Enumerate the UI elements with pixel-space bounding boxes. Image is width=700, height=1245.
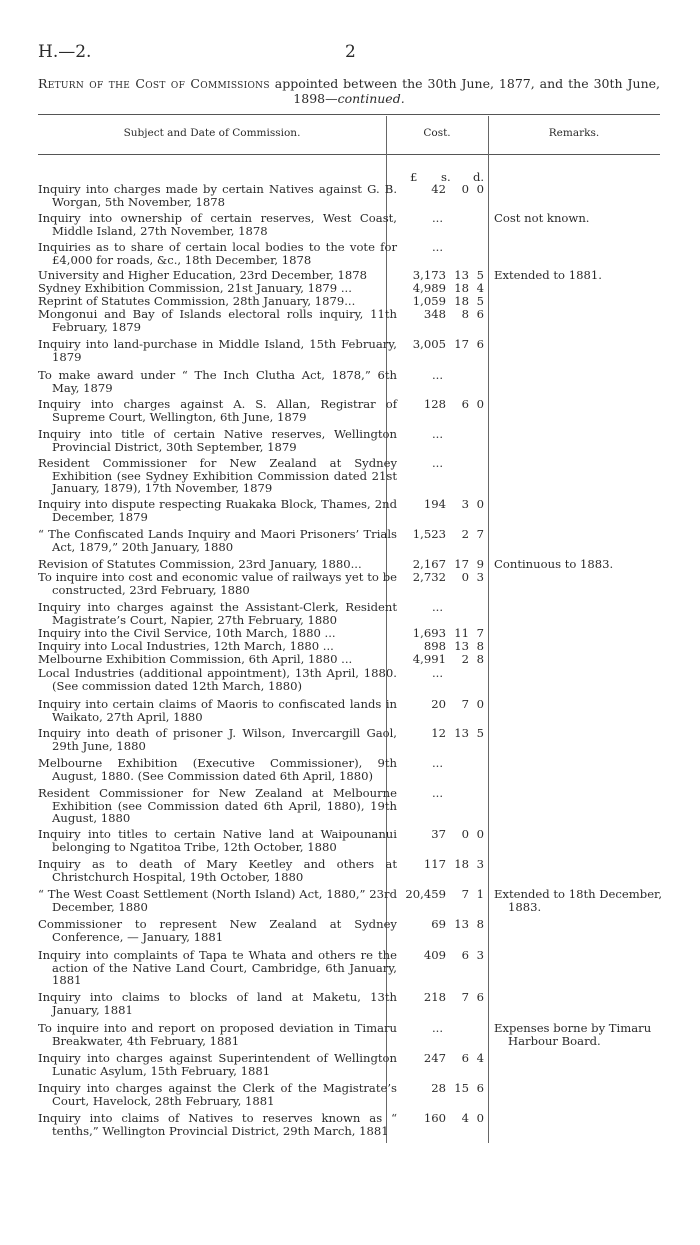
cost-pounds: 1,523 (412, 527, 446, 541)
cost-unknown: ... (432, 211, 444, 225)
cost-shillings: 7 (461, 990, 469, 1004)
commission-cost (396, 653, 488, 666)
cost-pounds: 348 (423, 307, 446, 321)
cost-pence: 0 (476, 497, 484, 511)
cost-pence: 7 (476, 626, 484, 640)
cost-pence: 1 (476, 887, 484, 901)
commission-subject: Inquiry into charges made by certain Natives against G. B. Worgan, 5th November, 1878 (38, 182, 397, 209)
commission-subject: Inquiry as to death of Mary Keetley and others at Christchurch Hospital, 19th October, 1880 (38, 857, 397, 884)
cost-pence: 5 (476, 294, 484, 308)
cost-shillings: 18 (454, 281, 469, 295)
cost-pence: 7 (476, 527, 484, 541)
commission-cost (396, 369, 488, 382)
cost-pounds: 20 (431, 697, 446, 711)
cost-pence: 3 (476, 948, 484, 962)
cost-pounds: 218 (423, 990, 446, 1004)
cost-pounds: 12 (431, 726, 446, 740)
commission-subject: Mongonui and Bay of Islands electoral rolls inquiry, 11th February, 1879 (38, 307, 397, 334)
commission-cost (396, 498, 488, 511)
cost-pence: 0 (476, 397, 484, 411)
commission-cost (396, 757, 488, 770)
cost-shillings: 13 (454, 726, 469, 740)
currency-pence: d. (473, 170, 485, 184)
table-top-rule (38, 114, 660, 115)
commission-cost (396, 398, 488, 411)
cost-shillings: 7 (461, 697, 469, 711)
commission-remarks: Extended to 1881. (494, 268, 602, 282)
commission-subject: Inquiry into Local Industries, 12th March, 1880 ... (38, 639, 334, 653)
commission-subject: Melbourne Exhibition Commission, 6th April, 1880 ... (38, 652, 353, 666)
commission-cost (396, 858, 488, 871)
cost-unknown: ... (432, 600, 444, 614)
cost-pounds: 117 (423, 857, 446, 871)
commission-subject: Inquiry into ownership of certain reserves, West Coast, Middle Island, 27th November, 1878 (38, 211, 397, 238)
commission-cost (396, 601, 488, 614)
commission-subject: Inquiry into the Civil Service, 10th March, 1880 ... (38, 626, 336, 640)
title-continued: continued. (337, 91, 405, 106)
commission-cost (396, 787, 488, 800)
cost-pounds: 42 (431, 182, 446, 196)
cost-pence: 5 (476, 268, 484, 282)
title-smallcaps: Return of the Cost of Commissions (38, 76, 270, 91)
column-header-remarks: Remarks. (548, 127, 600, 139)
commission-cost (396, 667, 488, 680)
commission-subject: Local Industries (additional appointment), 13th April, 1880. (See commission dated 12th March, 1880) (38, 666, 397, 693)
commission-cost (396, 241, 488, 254)
column-divider-cost-remarks (488, 116, 489, 1143)
commission-subject: “ The Confiscated Lands Inquiry and Maori Prisoners’ Trials Act, 1879,” 20th January, 1880 (38, 527, 397, 554)
commission-subject: Inquiry into charges against Superintendent of Wellington Lunatic Asylum, 15th February, 1881 (38, 1051, 397, 1078)
cost-shillings: 15 (454, 1081, 469, 1095)
cost-unknown: ... (432, 756, 444, 770)
commission-cost (396, 727, 488, 740)
cost-pounds: 28 (431, 1081, 446, 1095)
commission-cost (396, 949, 488, 962)
cost-pence: 0 (476, 697, 484, 711)
commission-subject: To make award under “ The Inch Clutha Act, 1878,” 6th May, 1879 (38, 368, 397, 395)
cost-shillings: 11 (454, 626, 469, 640)
cost-shillings: 2 (461, 527, 469, 541)
cost-pence: 4 (476, 281, 484, 295)
commission-cost (396, 428, 488, 441)
cost-pounds: 3,005 (412, 337, 446, 351)
commission-cost (396, 888, 488, 901)
cost-pounds: 128 (423, 397, 446, 411)
commission-subject: Inquiry into claims to blocks of land at Maketu, 13th January, 1881 (38, 990, 397, 1017)
commission-cost (396, 991, 488, 1004)
title-text: appointed between the 30th June, 1877, and the 30th June, 1898— (269, 76, 661, 106)
cost-shillings: 0 (461, 182, 469, 196)
commission-subject: Inquiry into charges against the Assistant-Clerk, Resident Magistrate’s Court, Napier, 27th February, 1880 (38, 600, 397, 627)
cost-unknown: ... (432, 240, 444, 254)
cost-pence: 0 (476, 827, 484, 841)
commission-subject: Sydney Exhibition Commission, 21st January, 1879 ... (38, 281, 352, 295)
cost-pounds: 2,732 (412, 570, 446, 584)
document-reference: H.—2. (38, 42, 92, 62)
commission-subject: Reprint of Statutes Commission, 28th January, 1879... (38, 294, 356, 308)
currency-pounds: £ (410, 170, 418, 184)
commission-cost (396, 528, 488, 541)
cost-pounds: 2,167 (412, 557, 446, 571)
cost-shillings: 13 (454, 268, 469, 282)
cost-shillings: 7 (461, 887, 469, 901)
cost-unknown: ... (432, 666, 444, 680)
commission-subject: Resident Commissioner for New Zealand at Sydney Exhibition (see Sydney Exhibition Commission dated 21st January, 1879), 17th November, 1879 (38, 456, 397, 495)
cost-shillings: 18 (454, 857, 469, 871)
commission-cost (396, 183, 488, 196)
cost-shillings: 8 (461, 307, 469, 321)
commission-subject: Commissioner to represent New Zealand at Sydney Conference, — January, 1881 (38, 917, 397, 944)
commission-remarks: Expenses borne by Timaru Harbour Board. (494, 1021, 652, 1048)
column-header-cost: Cost. (423, 127, 451, 139)
cost-pounds: 409 (423, 948, 446, 962)
column-header-subject: Subject and Date of Commission. (123, 127, 301, 139)
cost-pence: 8 (476, 639, 484, 653)
commission-cost (396, 308, 488, 321)
cost-pence: 3 (476, 857, 484, 871)
cost-pounds: 37 (431, 827, 446, 841)
cost-shillings: 6 (461, 948, 469, 962)
commission-subject: Inquiry into charges against the Clerk of the Magistrate’s Court, Havelock, 28th February, 1881 (38, 1081, 397, 1108)
commission-subject: Inquiry into dispute respecting Ruakaka Block, Thames, 2nd December, 1879 (38, 497, 397, 524)
commission-cost (396, 828, 488, 841)
cost-unknown: ... (432, 427, 444, 441)
cost-unknown: ... (432, 786, 444, 800)
commission-subject: Inquiry into certain claims of Maoris to confiscated lands in Waikato, 27th April, 1880 (38, 697, 397, 724)
cost-shillings: 17 (454, 337, 469, 351)
commission-remarks: Cost not known. (494, 211, 590, 225)
commission-cost (396, 1052, 488, 1065)
cost-pounds: 247 (423, 1051, 446, 1065)
cost-pence: 6 (476, 307, 484, 321)
commission-subject: Resident Commissioner for New Zealand at Melbourne Exhibition (see Commission dated 6th April, 1880), 19th August, 1880 (38, 786, 397, 825)
commission-cost (396, 1082, 488, 1095)
cost-shillings: 17 (454, 557, 469, 571)
cost-pence: 9 (476, 557, 484, 571)
header-bottom-rule (38, 154, 660, 155)
cost-shillings: 0 (461, 570, 469, 584)
commission-remarks: Extended to 18th December, 1883. (494, 887, 663, 914)
cost-shillings: 6 (461, 1051, 469, 1065)
page-number: 2 (345, 42, 356, 62)
commission-cost (396, 212, 488, 225)
cost-pence: 0 (476, 1111, 484, 1125)
cost-shillings: 2 (461, 652, 469, 666)
cost-shillings: 13 (454, 639, 469, 653)
commission-subject: “ The West Coast Settlement (North Island) Act, 1880,” 23rd December, 1880 (38, 887, 397, 914)
commission-subject: University and Higher Education, 23rd December, 1878 (38, 268, 368, 282)
cost-pounds: 898 (423, 639, 446, 653)
commission-cost (396, 338, 488, 351)
commission-cost (396, 698, 488, 711)
commission-subject: Inquiry into claims of Natives to reserves known as “ tenths,” Wellington Provincial District, 29th March, 1881 (38, 1111, 397, 1138)
cost-pounds: 1,059 (412, 294, 446, 308)
cost-shillings: 3 (461, 497, 469, 511)
cost-shillings: 18 (454, 294, 469, 308)
commission-subject: To inquire into and report on proposed deviation in Timaru Breakwater, 4th February, 1881 (38, 1021, 397, 1048)
cost-shillings: 13 (454, 917, 469, 931)
cost-pence: 0 (476, 182, 484, 196)
cost-pounds: 3,173 (412, 268, 446, 282)
cost-pounds: 160 (423, 1111, 446, 1125)
cost-pence: 3 (476, 570, 484, 584)
cost-pence: 4 (476, 1051, 484, 1065)
cost-pence: 6 (476, 990, 484, 1004)
commission-cost (396, 1112, 488, 1125)
cost-unknown: ... (432, 1021, 444, 1035)
cost-pence: 6 (476, 337, 484, 351)
commission-subject: To inquire into cost and economic value of railways yet to be constructed, 23rd February, 1880 (38, 570, 397, 597)
cost-pounds: 69 (431, 917, 446, 931)
cost-pounds: 4,991 (412, 652, 446, 666)
commission-cost (396, 1022, 488, 1035)
currency-shillings: s. (441, 170, 451, 184)
cost-unknown: ... (432, 368, 444, 382)
commission-subject: Inquiry into death of prisoner J. Wilson, Invercargill Gaol, 29th June, 1880 (38, 726, 397, 753)
cost-pounds: 4,989 (412, 281, 446, 295)
cost-shillings: 4 (461, 1111, 469, 1125)
cost-pence: 6 (476, 1081, 484, 1095)
commission-subject: Inquiry into titles to certain Native land at Waipounanui belonging to Ngatitoa Tribe, 12th October, 1880 (38, 827, 397, 854)
commission-subject: Inquiry into charges against A. S. Allan, Registrar of Supreme Court, Wellington, 6th June, 1879 (38, 397, 397, 424)
cost-pounds: 1,693 (412, 626, 446, 640)
commission-subject: Melbourne Exhibition (Executive Commissioner), 9th August, 1880. (See Commission dated 6th April, 1880) (38, 756, 397, 783)
commission-subject: Inquiries as to share of certain local bodies to the vote for £4,000 for roads, &c., 18th December, 1878 (38, 240, 397, 267)
commission-subject: Inquiry into land-purchase in Middle Island, 15th February, 1879 (38, 337, 397, 364)
cost-pence: 8 (476, 652, 484, 666)
commission-remarks: Continuous to 1883. (494, 557, 614, 571)
commission-subject: Inquiry into title of certain Native reserves, Wellington Provincial District, 30th September, 1879 (38, 427, 397, 454)
table-title (38, 76, 660, 106)
cost-shillings: 0 (461, 827, 469, 841)
commission-cost (396, 457, 488, 470)
cost-pence: 5 (476, 726, 484, 740)
commission-cost (396, 571, 488, 584)
commission-subject: Revision of Statutes Commission, 23rd January, 1880... (38, 557, 362, 571)
cost-unknown: ... (432, 456, 444, 470)
cost-pounds: 194 (423, 497, 446, 511)
cost-shillings: 6 (461, 397, 469, 411)
commission-subject: Inquiry into complaints of Tapa te Whata and others re the action of the Native Land Court, Cambridge, 6th January, 1881 (38, 948, 397, 987)
cost-pounds: 20,459 (405, 887, 446, 901)
commission-cost (396, 918, 488, 931)
cost-pence: 8 (476, 917, 484, 931)
